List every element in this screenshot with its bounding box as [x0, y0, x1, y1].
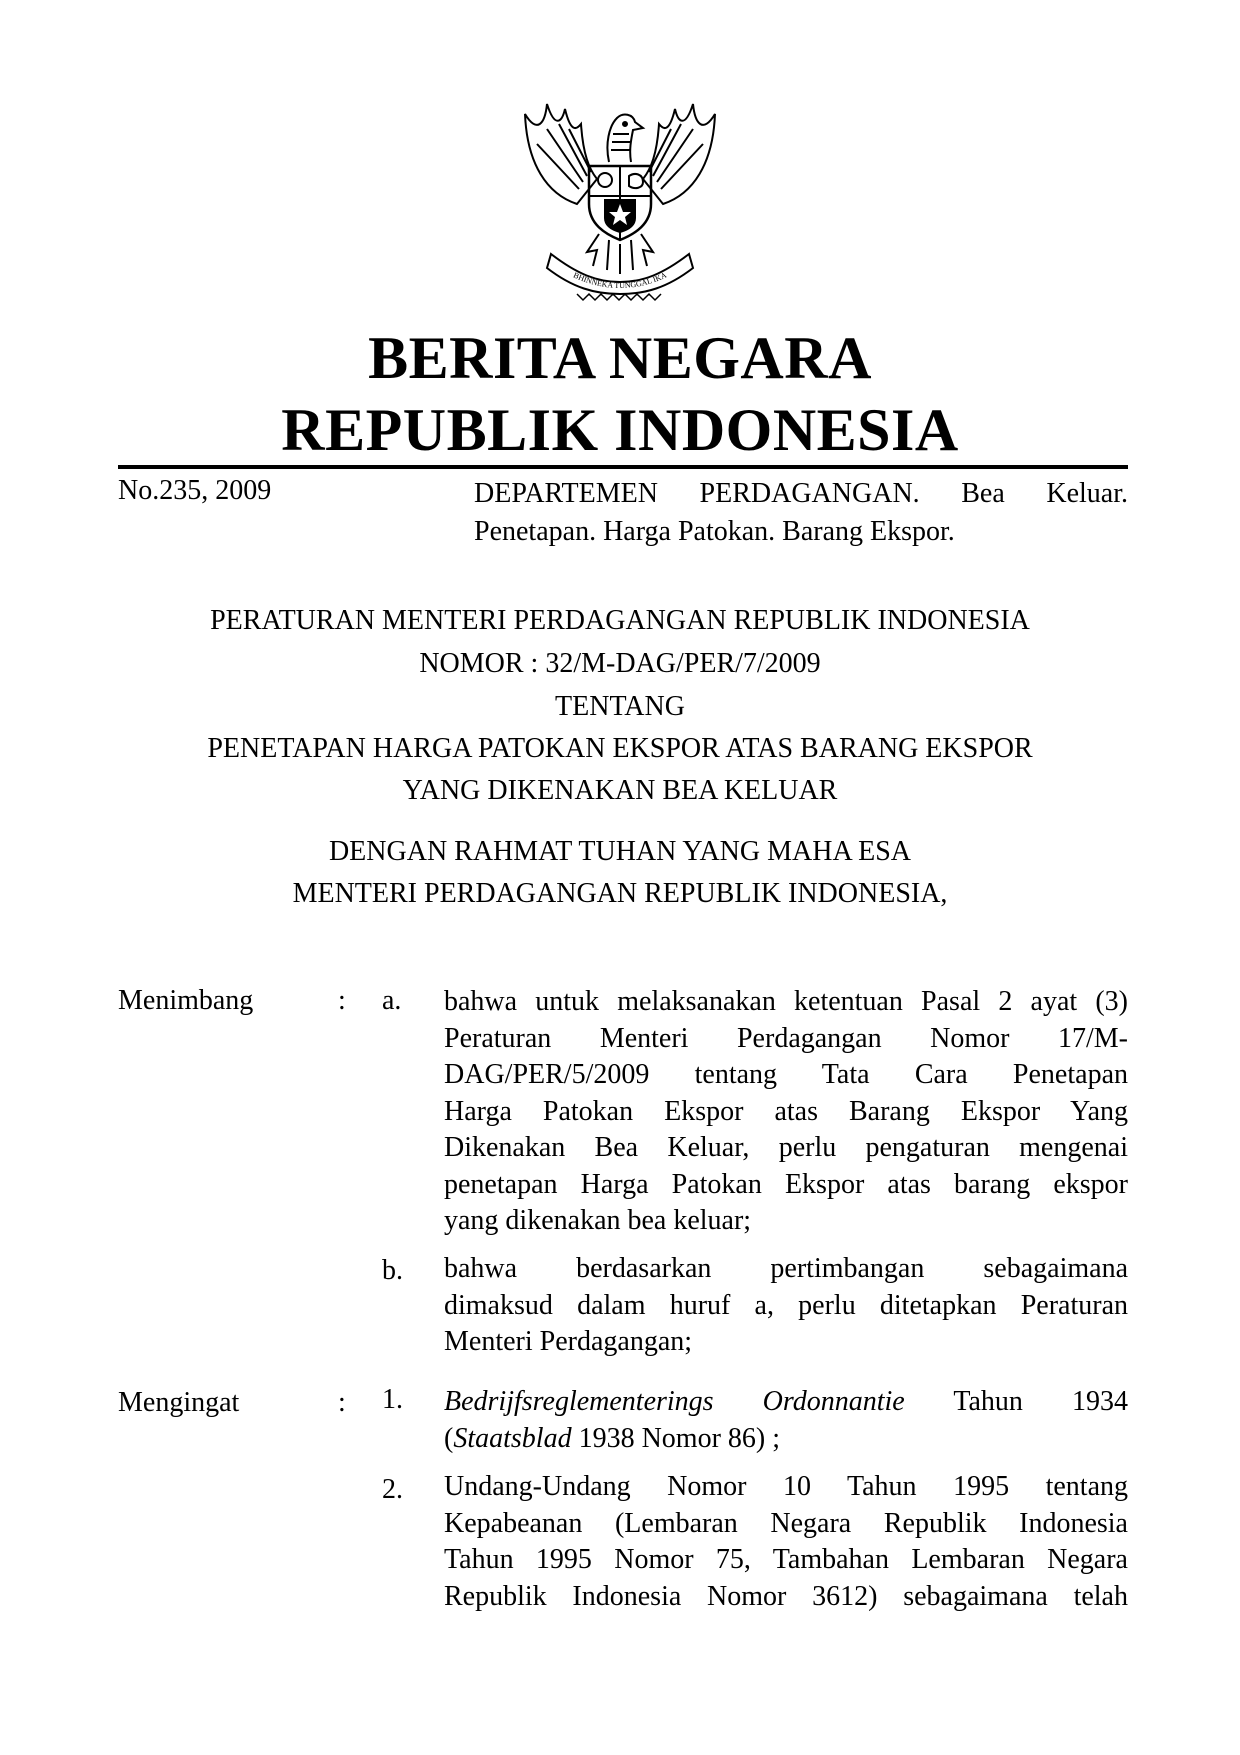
gazette-subject: [474, 475, 1128, 551]
gazette-number: No.235, 2009: [118, 475, 272, 506]
menimbang-item-b: [444, 1251, 1128, 1361]
regulation-subject-line1: PENETAPAN HARGA PATOKAN EKSPOR ATAS BARANG EKSPOR: [207, 733, 1033, 764]
menimbang-item-a: [444, 984, 1128, 1240]
regulation-subject-line2: YANG DIKENAKAN BEA KELUAR: [402, 775, 838, 806]
regulation-number: NOMOR : 32/M-DAG/PER/7/2009: [419, 648, 821, 679]
text-line: DAG/PER/5/2009 tentang Tata Cara Penetapan: [444, 1059, 1128, 1090]
preamble-line2: MENTERI PERDAGANGAN REPUBLIK INDONESIA,: [292, 878, 948, 909]
mengingat-marker-2: 2.: [382, 1474, 403, 1505]
emblem-motto: BHINNEKA TUNGGAL IKA: [571, 270, 669, 291]
regulation-heading: PERATURAN MENTERI PERDAGANGAN REPUBLIK INDONESIA: [210, 605, 1030, 636]
text-run: 1938 Nomor 86) ;: [571, 1422, 780, 1454]
gazette-title-line1: BERITA NEGARA: [368, 325, 872, 391]
mengingat-item-1: [444, 1384, 1128, 1457]
italic-term: Staatsblad: [453, 1422, 572, 1454]
gazette-subject-line1: DEPARTEMEN PERDAGANGAN. Bea Keluar.: [474, 478, 1128, 509]
mengingat-colon: :: [338, 1387, 346, 1418]
preamble-line1: DENGAN RAHMAT TUHAN YANG MAHA ESA: [328, 836, 912, 867]
text-line: [444, 1421, 1128, 1458]
gazette-title-line2: REPUBLIK INDONESIA: [281, 397, 959, 463]
text-line: Dikenakan Bea Keluar, perlu pengaturan mengenai: [444, 1132, 1128, 1163]
menimbang-label: Menimbang: [118, 985, 254, 1016]
mengingat-label: Mengingat: [118, 1387, 240, 1418]
menimbang-marker-b: b.: [382, 1255, 403, 1286]
text-line: bahwa berdasarkan pertimbangan sebagaimana: [444, 1253, 1128, 1284]
text-line: Undang-Undang Nomor 10 Tahun 1995 tentang: [444, 1471, 1128, 1502]
regulation-tentang: TENTANG: [555, 691, 685, 722]
text-line: Peraturan Menteri Perdagangan Nomor 17/M-: [444, 1022, 1128, 1054]
mengingat-marker-1: 1.: [382, 1384, 403, 1415]
text-line: Republik Indonesia Nomor 3612) sebagaimana telah: [444, 1580, 1128, 1612]
garuda-pancasila-emblem: [517, 84, 723, 304]
menimbang-marker-a: a.: [382, 985, 402, 1016]
header-divider: [118, 465, 1128, 469]
text-line: Menteri Perdagangan;: [444, 1326, 693, 1357]
menimbang-colon: :: [338, 985, 346, 1016]
gazette-subject-line2: Penetapan. Harga Patokan. Barang Ekspor.: [474, 516, 955, 547]
text-line: bahwa untuk melaksanakan ketentuan Pasal 2 ayat (3): [444, 986, 1128, 1017]
italic-term: Bedrijfsreglementerings Ordonnantie: [444, 1386, 905, 1417]
text-run: Tahun 1934: [904, 1386, 1128, 1417]
text-line: Kepabeanan (Lembaran Negara Republik Indonesia: [444, 1507, 1128, 1539]
mengingat-item-2: [444, 1469, 1128, 1615]
text-line: [444, 1384, 1128, 1421]
text-line: penetapan Harga Patokan Ekspor atas barang ekspor: [444, 1168, 1128, 1200]
text-run: (: [444, 1422, 454, 1454]
text-line: dimaksud dalam huruf a, perlu ditetapkan Peraturan: [444, 1289, 1128, 1321]
text-line: yang dikenakan bea keluar;: [444, 1205, 752, 1236]
text-line: Tahun 1995 Nomor 75, Tambahan Lembaran Negara: [444, 1544, 1128, 1575]
text-line: Harga Patokan Ekspor atas Barang Ekspor Yang: [444, 1095, 1128, 1127]
